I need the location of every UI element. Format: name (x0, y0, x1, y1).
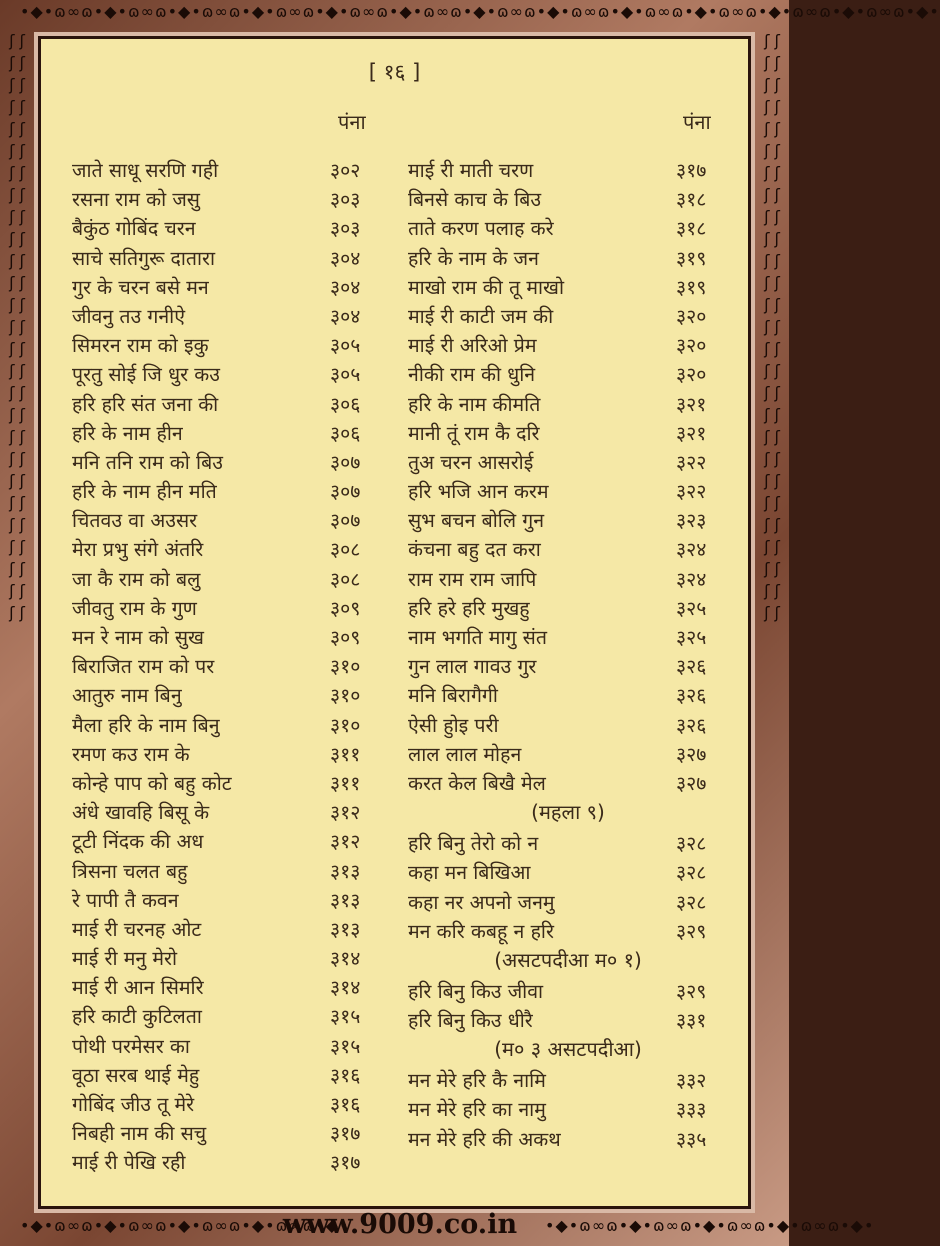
entry-title: बिनसे काच के बिउ (408, 188, 542, 212)
entry-page-number: ३१३ (330, 859, 361, 883)
entry-title: रे पापी तै कवन (72, 888, 179, 912)
entry-page-number: ३२६ (676, 684, 707, 708)
index-entry (408, 506, 728, 535)
index-entry (72, 156, 382, 185)
index-column-right (408, 156, 728, 1154)
entry-title: कहा मन बिखिआ (408, 861, 531, 885)
entry-title: हरि के नाम हीन मति (72, 480, 217, 504)
entry-title: जीवनु तउ गनीऐ (72, 304, 186, 328)
entry-page-number: ३२० (676, 363, 707, 387)
entry-title: हरि बिनु तेरो को न (408, 832, 539, 856)
index-entry (408, 1006, 728, 1035)
index-entry (72, 827, 382, 856)
entry-title: मन करि कबहू न हरि (408, 919, 554, 943)
section-heading-m3-asatpadia: (म० ३ असटपदीआ) (494, 1037, 642, 1062)
entry-title: कोन्हे पाप को बहु कोट (72, 771, 232, 795)
entry-page-number: ३०६ (330, 421, 361, 445)
index-entry (72, 419, 382, 448)
entry-page-number: ३१७ (676, 159, 707, 182)
entry-title: चितवउ वा अउसर (72, 509, 198, 533)
entry-title: त्रिसना चलत बहु (72, 859, 188, 883)
entry-page-number: ३१३ (330, 888, 361, 912)
entry-page-number: ३१८ (676, 217, 707, 241)
entry-title: हरि हरि संत जना की (72, 392, 219, 416)
entry-page-number: ३२४ (676, 538, 707, 562)
entry-title: कंचना बहु दत करा (408, 538, 541, 562)
index-entry (72, 915, 382, 944)
index-entry (408, 419, 728, 448)
page-number: [ १६ ] (368, 60, 421, 84)
entry-title: रमण कउ राम के (72, 742, 190, 766)
entry-page-number: ३११ (330, 742, 361, 766)
entry-title: माई री काटी जम की (408, 304, 554, 328)
entry-title: ताते करण पलाह करे (408, 217, 554, 241)
index-entry (72, 1032, 382, 1061)
entry-page-number: ३१५ (330, 1005, 361, 1029)
index-entry (408, 1066, 728, 1095)
index-entry (408, 273, 728, 302)
entry-title: हरि काटी कुटिलता (72, 1005, 202, 1029)
entry-page-number: ३०४ (330, 275, 361, 299)
entry-title: गोबिंद जीउ तू मेरे (72, 1093, 195, 1116)
entry-page-number: ३१७ (330, 1122, 361, 1146)
bottom-border-ornament-left: •◆•ɷ∞ɷ•◆•ɷ∞ɷ•◆•ɷ∞ɷ•◆•ɷ∞ɷ•◆• (20, 1216, 350, 1235)
entry-title: नीकी राम की धुनि (408, 363, 536, 387)
index-entry (72, 535, 382, 564)
entry-title: करत केल बिखै मेल (408, 771, 546, 795)
entry-page-number: ३०८ (330, 538, 361, 562)
index-entry (408, 769, 728, 798)
entry-title: पूरतु सोई जि धुर कउ (72, 363, 220, 387)
index-entry (408, 623, 728, 652)
index-page (38, 36, 751, 1209)
entry-page-number: ३२९ (676, 979, 707, 1003)
entry-page-number: ३२२ (676, 480, 707, 504)
entry-page-number: ३०९ (330, 596, 361, 620)
index-entry (72, 798, 382, 827)
column-heading-right: पंना (683, 110, 711, 134)
entry-title: मैला हरि के नाम बिनु (72, 713, 220, 737)
entry-page-number: ३२५ (676, 626, 707, 649)
index-entry (72, 448, 382, 477)
index-entry (408, 185, 728, 214)
entry-title: माई री चरनह ओट (72, 917, 202, 941)
entry-title: जाते साधू सरणि गही (72, 159, 219, 182)
index-entry (72, 214, 382, 243)
index-entry (408, 535, 728, 564)
index-entry (408, 156, 728, 185)
entry-page-number: ३२८ (676, 890, 707, 914)
entry-page-number: ३२३ (676, 509, 707, 533)
index-entry (72, 886, 382, 915)
entry-title: रसना राम को जसु (72, 188, 200, 212)
index-entry (408, 977, 728, 1006)
index-entry (72, 1061, 382, 1090)
entry-page-number: ३३१ (676, 1009, 707, 1033)
entry-page-number: ३०८ (330, 567, 361, 591)
entry-title: हरि बिनु किउ जीवा (408, 979, 544, 1003)
index-entry (408, 829, 728, 858)
index-entry (72, 711, 382, 740)
entry-title: मन मेरे हरि की अकथ (408, 1127, 561, 1151)
entry-title: साचे सतिगुरू दातारा (72, 246, 216, 270)
entry-page-number: ३०३ (330, 217, 361, 241)
entry-title: लाल लाल मोहन (408, 742, 522, 766)
entry-title: गुन लाल गावउ गुर (408, 655, 537, 679)
index-entry (72, 390, 382, 419)
left-border-ornament: ʃ ʃ ʃ ʃ ʃ ʃ ʃ ʃ ʃ ʃ ʃ ʃ ʃ ʃ ʃ ʃ ʃ ʃ ʃ ʃ ʃ ʃ ʃ ʃ ʃ ʃ ʃ ʃ ʃ ʃ ʃ ʃ ʃ ʃ ʃ ʃ ʃ ʃ ʃ ʃ ʃ ʃ ʃ ʃ ʃ ʃ ʃ ʃ ʃ ʃ ʃ ʃ ʃ ʃ (9, 31, 25, 622)
index-entry (408, 1095, 728, 1124)
entry-page-number: ३१२ (330, 830, 361, 854)
entry-page-number: ३०३ (330, 188, 361, 212)
column-heading-left: पंना (338, 110, 366, 134)
entry-title: हरि के नाम के जन (408, 246, 539, 270)
entry-title: माई री मनु मेरो (72, 947, 178, 971)
entry-page-number: ३२७ (676, 742, 707, 766)
entry-page-number: ३१६ (330, 1063, 361, 1087)
index-entry (72, 652, 382, 681)
entry-title: माखो राम की तू माखो (408, 275, 565, 299)
entry-title: नाम भगति मागु संत (408, 626, 547, 649)
entry-page-number: ३१५ (330, 1034, 361, 1058)
entry-page-number: ३२० (676, 334, 707, 358)
index-entry (72, 769, 382, 798)
entry-page-number: ३०५ (330, 363, 361, 387)
index-column-left (72, 156, 382, 1178)
entry-title: मन रे नाम को सुख (72, 626, 204, 649)
bottom-border-ornament-right: •◆•ɷ∞ɷ•◆•ɷ∞ɷ•◆•ɷ∞ɷ•◆•ɷ∞ɷ•◆• (545, 1216, 875, 1235)
entry-page-number: ३२६ (676, 655, 707, 679)
entry-page-number: ३११ (330, 771, 361, 795)
entry-page-number: ३२१ (676, 421, 707, 445)
index-entry (72, 1148, 382, 1177)
entry-title: राम राम राम जापि (408, 567, 537, 591)
index-entry (72, 1119, 382, 1148)
entry-page-number: ३२६ (676, 713, 707, 737)
entry-title: माई री माती चरण (408, 159, 534, 182)
entry-title: कहा नर अपनो जनमु (408, 890, 555, 914)
index-entry (408, 681, 728, 710)
entry-title: हरि हरे हरि मुखहु (408, 596, 530, 620)
entry-page-number: ३०४ (330, 304, 361, 328)
right-border-ornament: ʃ ʃ ʃ ʃ ʃ ʃ ʃ ʃ ʃ ʃ ʃ ʃ ʃ ʃ ʃ ʃ ʃ ʃ ʃ ʃ ʃ ʃ ʃ ʃ ʃ ʃ ʃ ʃ ʃ ʃ ʃ ʃ ʃ ʃ ʃ ʃ ʃ ʃ ʃ ʃ ʃ ʃ ʃ ʃ ʃ ʃ ʃ ʃ ʃ ʃ ʃ ʃ ʃ ʃ (764, 31, 780, 622)
index-entry (72, 331, 382, 360)
entry-page-number: ३३२ (676, 1069, 707, 1093)
index-entry (408, 390, 728, 419)
index-entry (72, 360, 382, 389)
entry-page-number: ३३३ (676, 1098, 707, 1122)
entry-title: निबही नाम की सचु (72, 1122, 207, 1146)
index-entry (72, 740, 382, 769)
index-entry (408, 917, 728, 946)
entry-page-number: ३१० (330, 655, 361, 679)
entry-title: माई री पेखि रही (72, 1151, 186, 1175)
entry-page-number: ३१७ (330, 1151, 361, 1175)
entry-page-number: ३१६ (330, 1093, 361, 1116)
index-entry (408, 858, 728, 887)
index-entry (408, 1125, 728, 1154)
index-entry (72, 565, 382, 594)
index-entry (408, 360, 728, 389)
website-url[interactable]: www.9009.co.in (282, 1209, 518, 1240)
entry-page-number: ३२५ (676, 596, 707, 620)
entry-page-number: ३२१ (676, 392, 707, 416)
entry-page-number: ३२८ (676, 861, 707, 885)
entry-title: मनि तनि राम को बिउ (72, 450, 223, 474)
index-entry (408, 711, 728, 740)
entry-title: सुभ बचन बोलि गुन (408, 509, 545, 533)
entry-page-number: ३१० (330, 684, 361, 708)
entry-title: आतुरु नाम बिनु (72, 684, 182, 708)
entry-title: हरि भजि आन करम (408, 480, 549, 504)
index-entry (72, 1090, 382, 1119)
entry-page-number: ३१९ (676, 246, 707, 270)
entry-title: गुर के चरन बसे मन (72, 275, 209, 299)
index-entry (72, 973, 382, 1002)
entry-title: टूटी निंदक की अध (72, 830, 204, 854)
index-entry (408, 331, 728, 360)
entry-title: हरि के नाम कीमति (408, 392, 541, 416)
entry-page-number: ३१९ (676, 275, 707, 299)
index-entry (72, 594, 382, 623)
entry-page-number: ३१३ (330, 917, 361, 941)
entry-title: पोथी परमेसर का (72, 1034, 190, 1058)
index-entry (72, 944, 382, 973)
entry-title: हरि बिनु किउ धीरै (408, 1009, 533, 1033)
index-entry (72, 273, 382, 302)
entry-title: मानी तूं राम कै दरि (408, 421, 540, 445)
entry-page-number: ३२९ (676, 919, 707, 943)
entry-page-number: ३०७ (330, 480, 361, 504)
entry-title: माई री अरिओ प्रेम (408, 334, 537, 358)
entry-title: जा कै राम को बलु (72, 567, 201, 591)
entry-page-number: ३०७ (330, 509, 361, 533)
index-entry (72, 185, 382, 214)
index-entry (408, 594, 728, 623)
entry-title: बिराजित राम को पर (72, 655, 215, 679)
entry-title: माई री आन सिमरि (72, 976, 204, 1000)
entry-title: हरि के नाम हीन (72, 421, 183, 445)
entry-page-number: ३२२ (676, 450, 707, 474)
index-entry (408, 214, 728, 243)
entry-title: मनि बिरागैगी (408, 684, 498, 708)
entry-page-number: ३०९ (330, 626, 361, 649)
index-entry (72, 681, 382, 710)
entry-page-number: ३०२ (330, 159, 361, 182)
entry-page-number: ३१४ (330, 976, 361, 1000)
entry-title: सिमरन राम को इकु (72, 334, 209, 358)
entry-title: मेरा प्रभु संगे अंतरि (72, 538, 204, 562)
index-entry (408, 448, 728, 477)
index-entry (72, 506, 382, 535)
entry-page-number: ३१२ (330, 801, 361, 825)
entry-title: ऐसी हुोइ परी (408, 713, 499, 737)
index-entry (72, 477, 382, 506)
entry-title: मन मेरे हरि कै नामि (408, 1069, 546, 1093)
entry-page-number: ३२० (676, 304, 707, 328)
entry-title: मन मेरे हरि का नामु (408, 1098, 546, 1122)
entry-page-number: ३०६ (330, 392, 361, 416)
index-entry (408, 652, 728, 681)
entry-page-number: ३२७ (676, 771, 707, 795)
entry-title: अंधे खावहि बिसू के (72, 801, 210, 825)
index-entry (408, 565, 728, 594)
index-entry (72, 623, 382, 652)
entry-page-number: ३०७ (330, 450, 361, 474)
entry-title: वूठा सरब थाई मेहु (72, 1063, 200, 1087)
entry-page-number: ३३५ (676, 1127, 707, 1151)
entry-title: जीवतु राम के गुण (72, 596, 197, 620)
entry-page-number: ३०४ (330, 246, 361, 270)
index-entry (72, 857, 382, 886)
entry-title: तुअ चरन आसरोई (408, 450, 534, 474)
entry-page-number: ३०५ (330, 334, 361, 358)
entry-page-number: ३२४ (676, 567, 707, 591)
index-entry (408, 888, 728, 917)
entry-page-number: ३१० (330, 713, 361, 737)
section-heading-mahla-9: (महला ९) (531, 800, 605, 825)
section-heading-asatpadia-m1: (असटपदीआ म० १) (494, 947, 642, 972)
entry-page-number: ३१८ (676, 188, 707, 212)
index-entry (408, 302, 728, 331)
index-entry (72, 1002, 382, 1031)
entry-page-number: ३१४ (330, 947, 361, 971)
index-entry (72, 302, 382, 331)
index-entry (408, 740, 728, 769)
entry-page-number: ३२८ (676, 832, 707, 856)
index-entry (408, 244, 728, 273)
index-entry (72, 244, 382, 273)
top-border-ornament: •◆•ɷ∞ɷ•◆•ɷ∞ɷ•◆•ɷ∞ɷ•◆•ɷ∞ɷ•◆•ɷ∞ɷ•◆•ɷ∞ɷ•◆•ɷ∞ɷ•◆•ɷ∞ɷ•◆•ɷ∞ɷ•◆•ɷ∞ɷ•◆•ɷ∞ɷ•◆•ɷ∞ɷ•◆• (20, 2, 940, 21)
entry-title: बैकुंठ गोबिंद चरन (72, 217, 196, 241)
index-entry (408, 477, 728, 506)
